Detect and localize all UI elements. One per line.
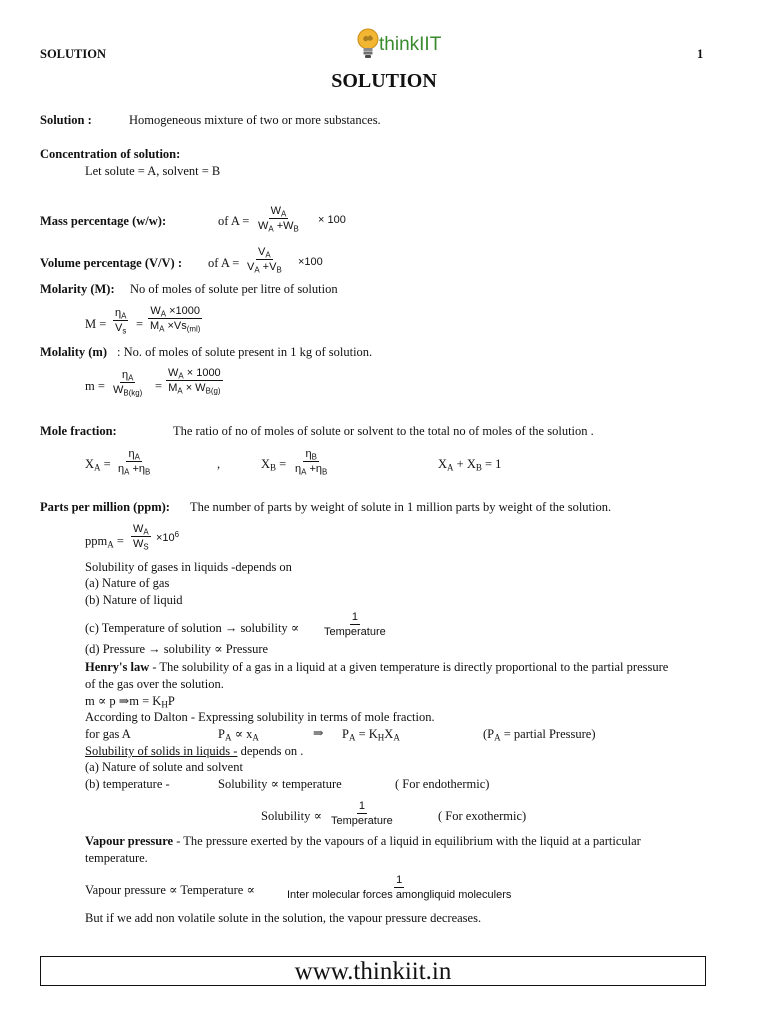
footer-box (40, 956, 706, 986)
vapour-final-text: But if we add non volatile solute in the solution, the vapour pressure decreases. (85, 911, 482, 925)
mass-percentage-lhs: of A = (218, 214, 250, 228)
page-number: 1 (697, 47, 704, 61)
mass-percentage-fraction: $\frac{W_A}{W_A +W_B}$ (258, 205, 299, 234)
ppm-definition: The number of parts by weight of solute in 1 million parts by weight of the solution. (190, 500, 612, 514)
logo-text: thinkIIT (379, 34, 442, 55)
implies-arrow: ⇒ (313, 726, 324, 740)
concentration-let: Let solute = A, solvent = B (85, 164, 221, 178)
gases-intro: Solubility of gases in liquids -depends on (85, 560, 292, 574)
gases-item-c: (c) Temperature of solution → solubility ∝ (85, 621, 300, 635)
molarity-fraction-2: $\frac{W_A \times 1000}{M_A \times Vs_{(ml)}}$ (150, 305, 201, 334)
solution-definition: Homogeneous mixture of two or more substances. (129, 113, 381, 127)
footer-url[interactable]: www.thinkiit.in (294, 958, 452, 985)
volume-percentage-fraction: $\frac{V_A}{V_A +V_B}$ (247, 246, 282, 275)
mass-percentage-label: Mass percentage (w/w): (40, 214, 167, 228)
exothermic-fraction: 1 Temperature (331, 800, 393, 827)
solution-label: Solution : (40, 113, 92, 127)
molality-fraction-1: $\frac{\eta_A}{W_{B(kg)}}$ (113, 369, 143, 398)
solids-heading: Solubility of solids in liquids - depends on . (85, 744, 304, 758)
mole-fraction-sum: $X_A + X_B = 1$ (438, 457, 502, 473)
xa-fraction: $\frac{\eta_A}{\eta_A +\eta_B}$ (118, 448, 151, 477)
gases-item-b: (b) Nature of liquid (85, 593, 183, 607)
molarity-fraction-1: $\frac{\eta_A}{V_s}$ (115, 307, 127, 336)
pa-proportional: $P_A \propto x_A$ (218, 727, 259, 743)
gas-a-label: for gas A (85, 727, 131, 741)
vapour-paragraph-line2: temperature. (85, 851, 148, 865)
gases-item-d: (d) Pressure → solubility ∝ Pressure (85, 642, 269, 656)
ppm-rhs: $\times 10^6$ (156, 530, 180, 544)
molarity-equals: = (136, 317, 144, 331)
xa-lhs: $X_A$ = (85, 457, 111, 473)
vapour-equation-fraction: 1 Inter molecular forces amongliquid moleculers (287, 874, 512, 901)
gases-item-a: (a) Nature of gas (85, 576, 170, 590)
lightbulb-logo-icon (357, 28, 379, 62)
running-title: SOLUTION (40, 47, 106, 61)
mass-percentage-rhs: × 100 (318, 214, 346, 226)
molality-lhs: m = (85, 379, 105, 393)
molality-equals: = (155, 379, 163, 393)
molality-definition: : No. of moles of solute present in 1 kg of solution. (117, 345, 373, 359)
solids-item-a: (a) Nature of solute and solvent (85, 760, 243, 774)
page-title: SOLUTION (331, 70, 437, 92)
henry-equation: m ∝ p ⇒m = $K_HP$ (85, 694, 175, 710)
solids-item-b: (b) temperature - (85, 777, 170, 791)
vapour-paragraph: Vapour pressure - The pressure exerted by the vapours of a liquid in equilibrium with the liquid at a particular (85, 834, 641, 848)
ppm-lhs: ppm$_A$ = (85, 534, 124, 550)
molality-fraction-2: $\frac{W_A \times 1000}{M_A \times W_{B(g)}}$ (168, 367, 221, 396)
molarity-lhs: M = (85, 317, 107, 331)
pa-equation: $P_A = K_HX_A$ (342, 727, 400, 743)
concentration-heading: Concentration of solution: (40, 147, 181, 161)
dalton-text: According to Dalton - Expressing solubility in terms of mole fraction. (85, 710, 435, 724)
henry-paragraph-line2: of the gas over the solution. (85, 677, 224, 691)
exothermic-lhs: Solubility ∝ (261, 809, 322, 823)
molarity-definition: No of moles of solute per litre of solution (130, 282, 338, 296)
endothermic-note: ( For endothermic) (395, 777, 490, 791)
mole-fraction-comma: , (217, 457, 221, 471)
molarity-label: Molarity (M): (40, 282, 115, 296)
volume-percentage-lhs: of A = (208, 256, 240, 270)
ppm-fraction: $\frac{W_A}{W_S}$ (133, 523, 149, 552)
solids-item-b-relation: Solubility ∝ temperature (218, 777, 342, 791)
gases-item-c-fraction: 1 Temperature (324, 611, 386, 638)
volume-percentage-label: Volume percentage (V/V) : (40, 256, 182, 270)
xb-fraction: $\frac{\eta_B}{\eta_A +\eta_B}$ (295, 448, 328, 477)
mole-fraction-label: Mole fraction: (40, 424, 117, 438)
mole-fraction-definition: The ratio of no of moles of solute or solvent to the total no of moles of the solution . (173, 424, 594, 438)
xb-lhs: $X_B$ = (261, 457, 287, 473)
volume-percentage-rhs: ×100 (298, 256, 323, 268)
vapour-equation-lhs: Vapour pressure ∝ Temperature ∝ (85, 883, 255, 897)
molality-label: Molality (m) (40, 345, 107, 359)
partial-pressure-note: ($P_A$ = partial Pressure) (483, 727, 596, 743)
exothermic-note: ( For exothermic) (438, 809, 527, 823)
henry-paragraph: Henry's law - The solubility of a gas in a liquid at a given temperature is directly proportional to the partial pressure (85, 660, 669, 674)
ppm-label: Parts per million (ppm): (40, 500, 170, 514)
